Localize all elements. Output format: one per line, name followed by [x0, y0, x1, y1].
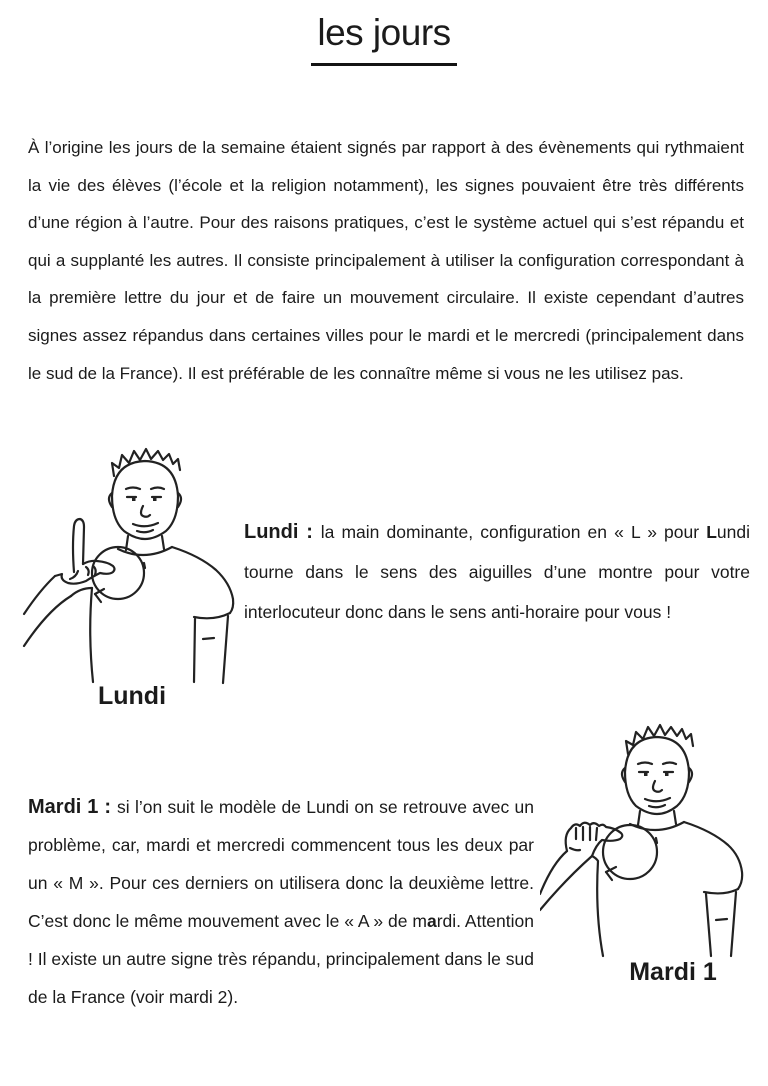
mardi-caption: Mardi 1 [629, 958, 717, 986]
lundi-separator: : [298, 520, 321, 543]
letter-A-fist-hand [566, 823, 623, 856]
lundi-caption: Lundi [97, 682, 167, 710]
page-title: les jours [311, 12, 456, 66]
mardi-description [28, 788, 534, 1016]
mardi-separator: : [98, 795, 118, 818]
head [625, 737, 689, 814]
lundi-bold-letter: L [706, 521, 717, 542]
lundi-description [244, 512, 750, 632]
mardi-body-2: rdi. Attention ! Il existe un autre signe très répandu, principalement dans le sud de la France (voir mardi 2). [28, 910, 534, 1007]
lundi-sign-drawing [22, 436, 242, 686]
lundi-sign-illustration [22, 436, 242, 686]
mardi-body-1: si l’on suit le modèle de Lundi on se retrouve avec un problème, car, mardi et mercredi commencent tous les deux par un « M ». Pour ces derniers on utilisera donc la deuxième lettre. C’est donc le même mouvement avec le « A » de m [28, 796, 534, 931]
lundi-body-1: la main dominante, configuration en « L » pour [320, 521, 707, 542]
mardi-sign-drawing [540, 698, 765, 958]
mardi-bold-letter: a [426, 910, 437, 931]
title-container [0, 12, 768, 66]
circular-motion-arrow [603, 825, 657, 880]
mardi-heading: Mardi 1 [28, 795, 99, 818]
intro-paragraph: À l’origine les jours de la semaine étaient signés par rapport à des évènements qui rythmaient la vie des élèves (l’école et la religion notamment), les signes pouvaient être très différents d’une région à l’autre. Pour des raisons pratiques, c’est le système actuel qui s’est répandu et qui a supplanté les autres. Il consiste principalement à utiliser la configuration correspondant à la première lettre du jour et de faire un mouvement circulaire. Il existe cependant d’autres signes assez répandus dans certaines villes pour le mardi et le mercredi (principalement dans le sud de la France). Il est préférable de les connaître même si vous ne les utilisez pas. [28, 138, 744, 383]
lundi-body-2: undi tourne dans le sens des aiguilles d’une montre pour votre interlocuteur donc dans le sens anti-horaire pour vous ! [244, 521, 750, 622]
lundi-heading: Lundi [244, 520, 299, 543]
mardi-sign-illustration [540, 698, 765, 958]
